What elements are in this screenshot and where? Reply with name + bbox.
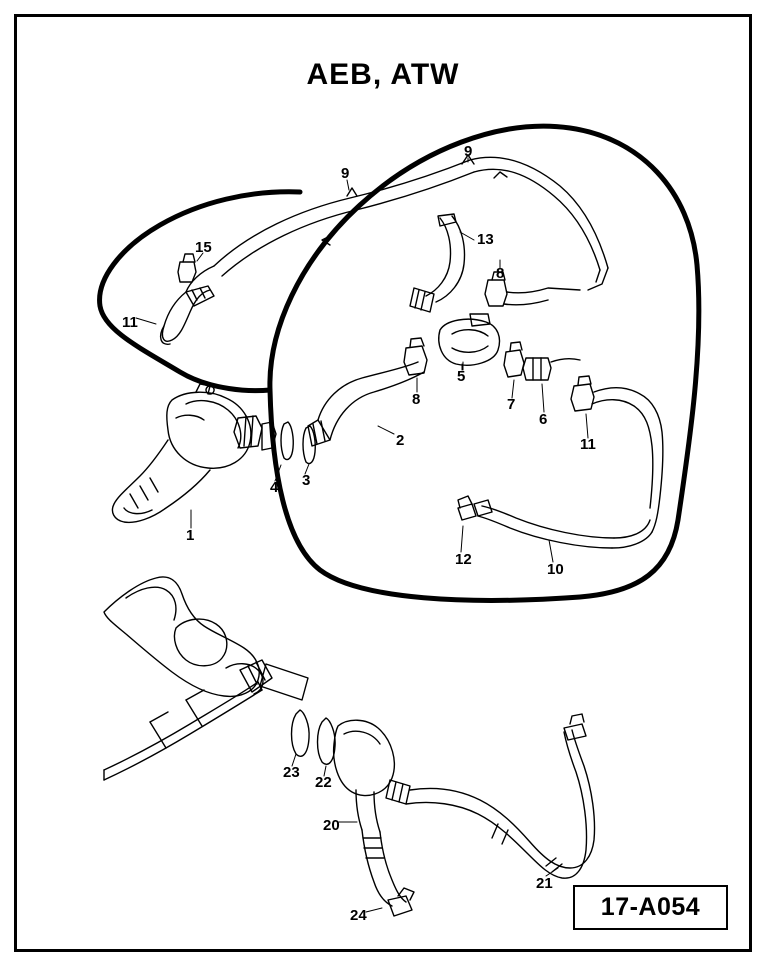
hose-2-left-end	[308, 420, 330, 446]
hose-21	[410, 730, 595, 868]
hose-13-bottom-ring	[415, 290, 425, 310]
callout-8-upper: 8	[496, 265, 505, 282]
hose-10-b	[482, 506, 614, 538]
connector-15-top	[183, 254, 195, 262]
callout-5: 5	[457, 368, 466, 385]
hose-21-top-end	[564, 724, 586, 740]
ring-22	[318, 718, 336, 764]
page-title: AEB, ATW	[306, 58, 460, 91]
lower-engine-outline	[104, 577, 259, 696]
callout-21: 21	[536, 875, 553, 892]
hose-8b-to-right	[507, 288, 580, 293]
callout-6: 6	[539, 411, 548, 428]
lower-engine-rail-ends	[104, 682, 262, 780]
housing-20-neck2	[374, 792, 380, 832]
ring-23	[292, 710, 310, 756]
housing-20-outlet-lines	[392, 782, 403, 802]
callout-23: 23	[283, 764, 300, 781]
hose-21-top-clip	[570, 714, 584, 724]
junction-5	[439, 319, 500, 365]
clamp-11b	[571, 384, 594, 411]
diagram-code-box	[573, 885, 728, 930]
callout-9: 9	[341, 165, 350, 182]
callout-1: 1	[186, 527, 195, 544]
hose-2-b	[330, 372, 424, 440]
hose-13	[426, 218, 451, 296]
callout-3: 3	[302, 472, 311, 489]
hose-21b	[406, 732, 587, 878]
hose-9-right-lower	[474, 169, 600, 270]
hose-9-lower	[222, 172, 474, 276]
hose-9-right	[470, 157, 608, 268]
pump-housing-tail	[112, 440, 210, 522]
hose-11-body	[162, 290, 210, 341]
hose-11b-body2	[592, 400, 653, 508]
pump-body-detail	[186, 401, 241, 448]
hose-11b-end	[612, 532, 652, 548]
housing-20-detail	[344, 731, 380, 744]
callout-13: 13	[477, 231, 494, 248]
lower-engine-rail2	[104, 682, 258, 770]
callout-8: 8	[412, 391, 421, 408]
connector-6	[523, 358, 551, 380]
lower-engine-strut	[150, 700, 202, 748]
callout-2: 2	[396, 432, 405, 449]
pump-body-1	[167, 392, 251, 468]
callout-11-right: 11	[580, 436, 596, 453]
hose-9-end2	[596, 270, 600, 282]
clip-9d	[494, 172, 507, 178]
diagram-code: 17-A054	[600, 893, 701, 921]
callout-7: 7	[507, 396, 516, 413]
clamp-7	[504, 350, 524, 377]
housing-20	[334, 720, 395, 795]
callout-20: 20	[323, 817, 340, 834]
connector-6-lines	[533, 358, 541, 380]
lower-engine-rail	[104, 690, 262, 780]
junction-5-detail	[452, 330, 488, 336]
hose-2	[318, 362, 421, 420]
housing-20-outlet	[386, 780, 410, 804]
callout-15: 15	[195, 239, 212, 256]
callout-22: 22	[315, 774, 332, 791]
pump-ring-4	[281, 422, 293, 460]
junction-5-detail2	[452, 346, 488, 352]
hose-9-end	[588, 268, 608, 290]
highlight-outline	[270, 126, 699, 600]
callout-4: 4	[270, 479, 279, 496]
lower-engine-top	[126, 587, 176, 620]
callout-9-right: 9	[464, 143, 473, 160]
connector-15	[178, 262, 196, 282]
callout-24: 24	[350, 907, 367, 924]
hose-21-mid-ring	[492, 824, 508, 844]
pump-housing-tail2	[124, 508, 152, 514]
callout-12: 12	[455, 551, 472, 568]
callout-11: 11	[122, 314, 138, 331]
hose-11b-end2	[614, 520, 650, 538]
hose-6-right	[551, 359, 580, 362]
connector-24-tab	[398, 888, 414, 900]
hose-10	[478, 516, 612, 548]
lower-engine-blob	[174, 619, 226, 666]
callout-10: 10	[547, 561, 564, 578]
pump-side-detail	[176, 415, 204, 420]
connector-12	[458, 504, 476, 520]
clamp-8b	[485, 280, 507, 306]
clamp-8	[404, 346, 427, 375]
hose-8b-to-right2	[504, 300, 548, 305]
